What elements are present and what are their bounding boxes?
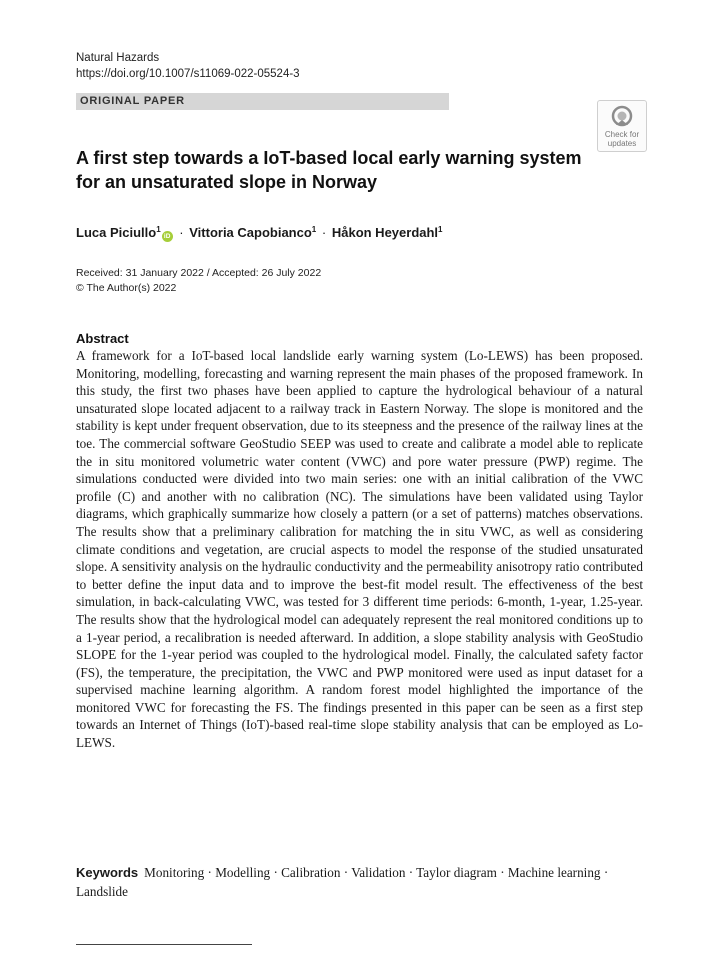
abstract-heading: Abstract: [76, 331, 129, 346]
article-dates: Received: 31 January 2022 / Accepted: 26 July 2022: [76, 267, 322, 279]
section-label: ORIGINAL PAPER: [80, 95, 185, 107]
author-affiliation: 1: [156, 225, 161, 234]
keywords-list: Monitoring · Modelling · Calibration · Validation · Taylor diagram · Machine learning · Landslide: [76, 865, 609, 899]
orcid-icon[interactable]: iD: [162, 231, 173, 242]
check-for-updates-badge[interactable]: [597, 100, 647, 152]
author-affiliation: 1: [311, 225, 317, 234]
abstract-text: A framework for a IoT-based local landslide early warning system (Lo-LEWS) has been proposed. Monitoring, modelling, forecasting and warning represent the main phases of the proposed framework. In this study, the first two phases have been applied to capture the hydrological behaviour of a natural unsaturated slope located adjacent to a railway track in Eastern Norway. The slope is monitored and the stability is kept under frequent observation, due to its steepness and the presence of the railway lines at the toe. The commercial software GeoStudio SEEP was used to create and calibrate a model able to replicate the in situ monitored volumetric water content (VWC) and pore water pressure (PWP) regime. The simulations conducted were divided into two main series: one with an initial calibration of the VWC profile (C) and another with no calibration (NC). The simulations have been validated using Taylor diagrams, which graphically summarize how closely a pattern (or a set of patterns) matches observations. The results show that a preliminary calibration for matching the in situ VWC, as well as considering climate conditions and vegetation, are crucial aspects to model the response of the studied unsaturated slope. A sensitivity analysis on the hydraulic conductivity and the permeability anisotropy ratio contributed to better define the input data and to improve the best-fit model result. The effectiveness of the best simulation, in back-calculating VWC, was tested for 3 different time periods: 6-month, 1-year, 1.25-year. The results show that the hydrological model can adequately represent the real monitored conditions up to a 1-year period, a recalibration is needed afterward. In addition, a slope stability analysis with GeoStudio SLOPE for the 1-year period was coupled to the hydrological model. Finally, the calculated safety factor (FS), the temperature, the precipitation, the VWC and PWP monitored were used as input dataset for a supervised machine learning algorithm. A random forest model highlighted the importance of the monitored VWC for forecasting the FS. The findings presented in this paper can be seen as a first step towards an Internet of Things (IoT)-based real-time slope stability analysis that can be employed as Lo-LEWS.: [76, 348, 643, 751]
author-separator: ·: [179, 225, 184, 240]
copyright-notice: © The Author(s) 2022: [76, 282, 177, 294]
doi-link[interactable]: https://doi.org/10.1007/s11069-022-05524-3: [76, 68, 300, 80]
check-updates-icon: [611, 105, 633, 129]
badge-line-1: Check for: [604, 130, 640, 139]
badge-line-2: updates: [607, 139, 637, 148]
author-name[interactable]: Vittoria Capobianco: [189, 225, 312, 240]
footnote-divider: [76, 944, 252, 945]
author-separator: ·: [321, 225, 327, 240]
section-bar: [76, 93, 449, 110]
keywords-block: [76, 863, 643, 901]
author-affiliation: 1: [438, 225, 443, 234]
author-name[interactable]: Luca Piciullo: [76, 225, 157, 240]
article-title: A first step towards a IoT-based local early warning system for an unsaturated slope in Norway: [76, 148, 582, 192]
journal-name: Natural Hazards: [76, 52, 160, 64]
author-name[interactable]: Håkon Heyerdahl: [331, 225, 439, 240]
keywords-label: Keywords: [76, 865, 139, 880]
author-list: [76, 220, 443, 243]
